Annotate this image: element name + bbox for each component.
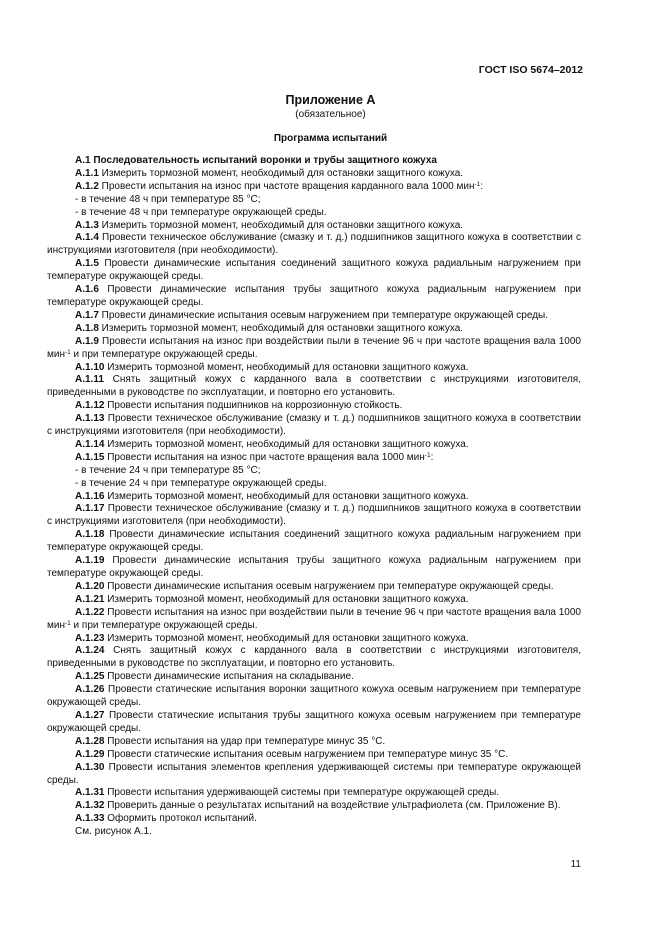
clause-paragraph	[47, 232, 581, 258]
clause-text: См. рисунок А.1.	[75, 826, 152, 838]
clause-text: Провести техническое обслуживание (смазку и т. д.) подшипников защитного кожуха в соответствии с инструкциями изготовителя (при необходимости).	[47, 503, 581, 528]
list-line	[47, 207, 581, 220]
clause-number: А.1.14	[75, 438, 105, 450]
clause-text: Провести динамические испытания соединений защитного кожуха радиальным нагружением при температуре окружающей среды.	[47, 258, 581, 283]
superscript: -1	[64, 619, 71, 627]
clause-number: А.1.10	[75, 361, 105, 373]
list-line	[47, 465, 581, 478]
clause-paragraph	[47, 762, 581, 788]
clause-text: Измерить тормозной момент, необходимый для остановки защитного кожуха.	[104, 438, 469, 450]
clause-paragraph	[47, 787, 581, 800]
clause-text: Проверить данные о результатах испытаний на воздействие ультрафиолета (см. Приложение В).	[104, 800, 561, 812]
clause-text: Провести техническое обслуживание (смазку и т. д.) подшипников защитного кожуха в соответствии с инструкциями изготовителя (при необходимости).	[47, 413, 581, 438]
clause-text: Снять защитный кожух с карданного вала в соответствии с инструкциями изготовителя, приведенными в руководстве по эксплуатации, и повторно его установить.	[47, 645, 581, 670]
clause-text: Измерить тормозной момент, необходимый для остановки защитного кожуха.	[104, 593, 469, 605]
clause-paragraph	[47, 362, 581, 375]
clause-number: А.1.8	[75, 322, 99, 334]
clause-number: А.1.15	[75, 451, 105, 463]
clause-number: А.1.30	[75, 761, 105, 773]
clause-paragraph	[47, 310, 581, 323]
list-line	[47, 826, 581, 839]
clause-paragraph	[47, 710, 581, 736]
clause-text: Измерить тормозной момент, необходимый для остановки защитного кожуха.	[98, 219, 464, 231]
clause-paragraph	[47, 800, 581, 813]
clause-text: Провести статические испытания трубы защитного кожуха осевым нагружением при температуре окружающей среды.	[47, 709, 581, 734]
clause-paragraph	[47, 749, 581, 762]
clause-paragraph	[47, 671, 581, 684]
clause-text: Измерить тормозной момент, необходимый для остановки защитного кожуха.	[98, 167, 464, 179]
clause-text: Провести испытания на износ при воздействии пыли в течение 96 ч при частоте вращения вала 1000 мин	[47, 335, 581, 360]
clause-number: А.1.20	[75, 580, 105, 592]
clause-paragraph	[47, 181, 581, 194]
clause-text: Провести динамические испытания трубы защитного кожуха радиальным нагружением при температуре окружающей среды.	[47, 284, 581, 308]
clause-text: Провести испытания на удар при температуре минус 35 °С.	[104, 735, 386, 747]
clause-number: А.1.5	[75, 258, 99, 270]
clause-number: А.1.6	[75, 284, 99, 296]
clause-number: А.1.28	[75, 735, 105, 747]
clause-number: А.1.16	[75, 490, 105, 502]
clause-tail: и при температуре окружающей среды.	[70, 619, 258, 631]
clause-text: Измерить тормозной момент, необходимый для остановки защитного кожуха.	[104, 490, 469, 502]
clause-paragraph	[47, 452, 581, 465]
clause-text: Провести испытания на износ при частоте вращения карданного вала 1000 мин	[98, 180, 475, 192]
clause-number: А.1.33	[75, 813, 105, 825]
clause-paragraph	[47, 284, 581, 310]
clause-paragraph	[47, 400, 581, 413]
clause-number: А.1.9	[75, 335, 99, 347]
clause-text: Измерить тормозной момент, необходимый для остановки защитного кожуха.	[104, 632, 469, 644]
clause-number: А.1.27	[75, 709, 105, 721]
clause-paragraph	[47, 220, 581, 233]
clause-text: Провести испытания на износ при частоте вращения вала 1000 мин	[104, 451, 425, 463]
clause-number: А.1.1	[75, 167, 99, 179]
clause-paragraph	[47, 439, 581, 452]
list-line	[47, 478, 581, 491]
clause-text: Измерить тормозной момент, необходимый для остановки защитного кожуха.	[104, 361, 469, 373]
clause-text: - в течение 24 ч при температуре окружающей среды.	[75, 477, 327, 489]
clause-text: Провести испытания удерживающей системы при температуре окружающей среды.	[104, 787, 500, 799]
clause-text: Провести динамические испытания осевым нагружением при температуре окружающей среды.	[98, 309, 549, 321]
clause-text: - в течение 48 ч при температуре окружающей среды.	[75, 206, 327, 218]
clause-tail: :	[480, 180, 484, 192]
appendix-subtitle: (обязательное)	[295, 109, 366, 120]
clause-paragraph	[47, 529, 581, 555]
clause-paragraph	[47, 491, 581, 504]
clause-paragraph	[47, 336, 581, 362]
clause-paragraph	[47, 374, 581, 400]
document-body	[47, 155, 581, 839]
clause-paragraph	[47, 684, 581, 710]
clause-number: А.1.22	[75, 606, 105, 618]
clause-paragraph	[47, 503, 581, 529]
clause-number: А.1.18	[75, 529, 105, 541]
clause-number: А.1.7	[75, 309, 99, 321]
page-number: 11	[570, 859, 581, 870]
clause-paragraph	[47, 645, 581, 671]
clause-number: А.1.24	[75, 645, 105, 657]
clause-text: Провести испытания подшипников на коррозионную стойкость.	[104, 400, 403, 412]
clause-number: А.1.23	[75, 632, 105, 644]
clause-text: Провести статические испытания осевым нагружением при температуре минус 35 °С.	[104, 748, 509, 760]
clause-number: А.1.25	[75, 671, 105, 683]
superscript: -1	[424, 451, 431, 459]
clause-number: А.1.4	[75, 232, 99, 244]
clause-number: А.1.31	[75, 787, 105, 799]
clause-number: А.1.3	[75, 219, 99, 231]
clause-paragraph	[47, 581, 581, 594]
clause-text: Измерить тормозной момент, необходимый для остановки защитного кожуха.	[98, 322, 464, 334]
clause-text: Провести динамические испытания соединений защитного кожуха радиальным нагружением при температуре окружающей среды.	[47, 529, 581, 554]
section-heading: А.1 Последовательность испытаний воронки и трубы защитного кожуха	[75, 155, 437, 166]
clause-number: А.1.13	[75, 413, 105, 425]
superscript: -1	[474, 180, 481, 188]
clause-number: А.1.19	[75, 555, 105, 567]
clause-text: Провести испытания элементов крепления удерживающей системы при температуре окружающей среды.	[47, 761, 581, 786]
clause-number: А.1.26	[75, 684, 105, 696]
standard-header: ГОСТ ISO 5674–2012	[478, 64, 583, 76]
clause-number: А.1.17	[75, 503, 105, 515]
clause-text: Снять защитный кожух с карданного вала в соответствии с инструкциями изготовителя, приведенными в руководстве по эксплуатации, и повторно его установить.	[47, 374, 581, 399]
program-title: Программа испытаний	[273, 133, 388, 144]
clause-text: Провести динамические испытания трубы защитного кожуха радиальным нагружением при температуре окружающей среды.	[47, 555, 581, 579]
clause-paragraph	[47, 813, 581, 826]
clause-text: Провести техническое обслуживание (смазку и т. д.) подшипников защитного кожуха в соответствии с инструкциями изготовителя (при необходимости).	[47, 232, 581, 257]
clause-number: А.1.11	[75, 374, 104, 386]
superscript: -1	[64, 348, 71, 356]
clause-paragraph	[47, 413, 581, 439]
clause-paragraph	[47, 594, 581, 607]
clause-text: - в течение 24 ч при температуре 85 °С;	[75, 464, 261, 476]
clause-text: Провести динамические испытания осевым нагружением при температуре окружающей среды.	[104, 580, 554, 592]
clause-text: - в течение 48 ч при температуре 85 °С;	[75, 193, 261, 205]
clause-paragraph	[47, 258, 581, 284]
clause-paragraph	[47, 168, 581, 181]
clause-number: А.1.12	[75, 400, 105, 412]
clause-paragraph	[47, 555, 581, 581]
clause-tail: и при температуре окружающей среды.	[70, 348, 258, 360]
clause-number: А.1.29	[75, 748, 105, 760]
clause-text: Провести статические испытания воронки защитного кожуха осевым нагружением при температуре окружающей среды.	[47, 684, 581, 709]
list-line	[47, 194, 581, 207]
clause-paragraph	[47, 607, 581, 633]
clause-tail: :	[430, 451, 434, 463]
clause-number: А.1.2	[75, 180, 99, 192]
clause-paragraph	[47, 736, 581, 749]
clause-number: А.1.32	[75, 800, 105, 812]
clause-paragraph	[47, 323, 581, 336]
clause-paragraph	[47, 633, 581, 646]
clause-text: Провести испытания на износ при воздействии пыли в течение 96 ч при частоте вращения вала 1000 мин	[47, 606, 581, 631]
clause-text: Оформить протокол испытаний.	[104, 813, 257, 825]
clause-number: А.1.21	[75, 593, 105, 605]
appendix-title: Приложение А	[285, 93, 376, 107]
clause-text: Провести динамические испытания на складывание.	[104, 671, 354, 683]
